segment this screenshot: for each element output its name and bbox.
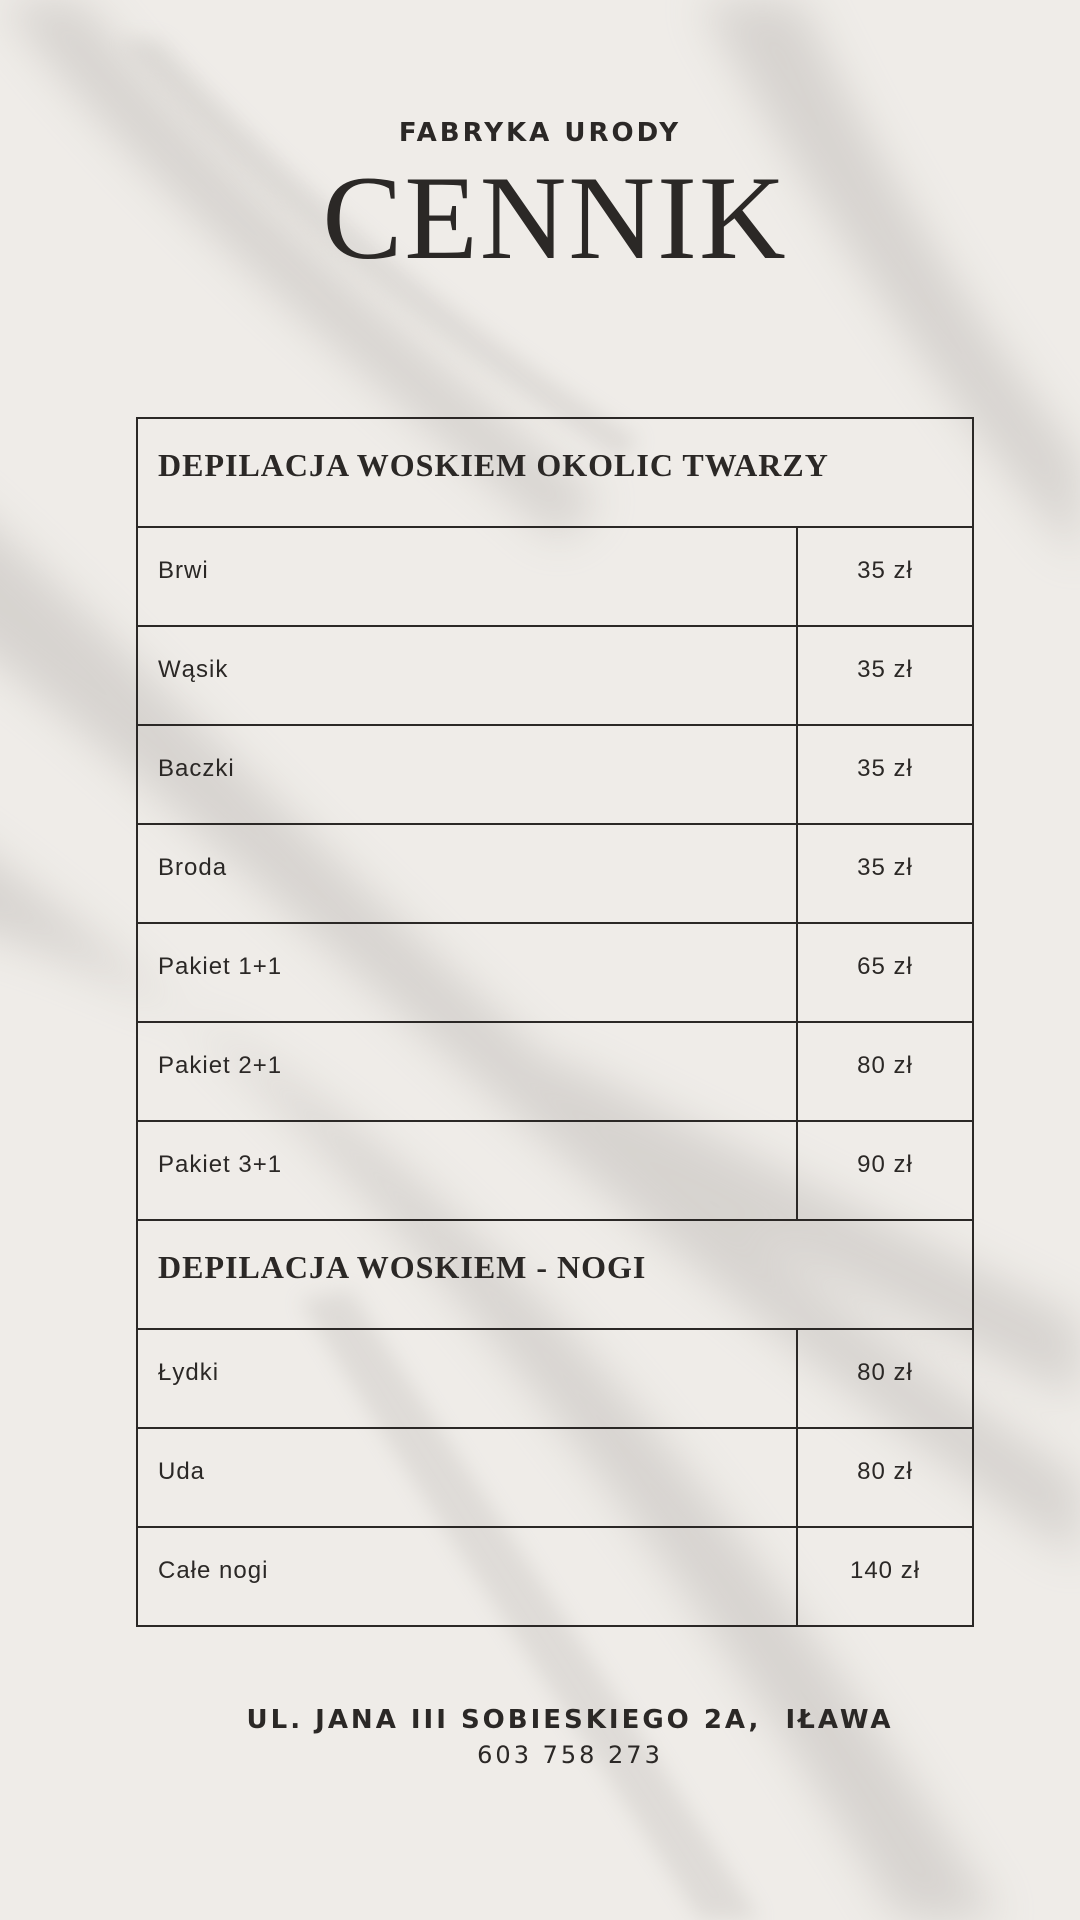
table-row	[137, 1428, 973, 1527]
service-name: Wąsik	[137, 626, 797, 725]
service-price: 80 zł	[797, 1428, 973, 1527]
page-title: CENNIK	[322, 151, 788, 284]
service-name: Pakiet 2+1	[137, 1022, 797, 1121]
service-price: 140 zł	[797, 1527, 973, 1626]
table-row	[137, 1527, 973, 1626]
section-heading-row	[137, 1220, 973, 1329]
service-name: Uda	[137, 1428, 797, 1527]
service-price: 35 zł	[797, 725, 973, 824]
service-name: Pakiet 3+1	[137, 1121, 797, 1220]
service-price: 90 zł	[797, 1121, 973, 1220]
table-row	[137, 626, 973, 725]
service-price: 35 zł	[797, 527, 973, 626]
service-name: Całe nogi	[137, 1527, 797, 1626]
brand-name: FABRYKA URODY	[398, 118, 682, 148]
service-price: 35 zł	[797, 626, 973, 725]
footer-contact	[0, 1705, 1080, 1769]
service-price: 80 zł	[797, 1022, 973, 1121]
table-row	[137, 1329, 973, 1428]
address: UL. JANA III SOBIESKIEGO 2A, IŁAWA	[246, 1705, 894, 1735]
service-name: Brwi	[137, 527, 797, 626]
table-row	[137, 824, 973, 923]
section-heading: DEPILACJA WOSKIEM OKOLIC TWARZY	[137, 418, 973, 527]
service-name: Pakiet 1+1	[137, 923, 797, 1022]
service-price: 65 zł	[797, 923, 973, 1022]
table-row	[137, 527, 973, 626]
table-row	[137, 1121, 973, 1220]
service-price: 35 zł	[797, 824, 973, 923]
table-row	[137, 725, 973, 824]
service-name: Łydki	[137, 1329, 797, 1428]
service-price: 80 zł	[797, 1329, 973, 1428]
service-name: Baczki	[137, 725, 797, 824]
section-heading-row	[137, 418, 973, 527]
table-row	[137, 923, 973, 1022]
phone-number: 603 758 273	[477, 1741, 663, 1769]
section-heading: DEPILACJA WOSKIEM - NOGI	[137, 1220, 973, 1329]
service-name: Broda	[137, 824, 797, 923]
table-row	[137, 1022, 973, 1121]
price-table	[136, 417, 974, 1627]
